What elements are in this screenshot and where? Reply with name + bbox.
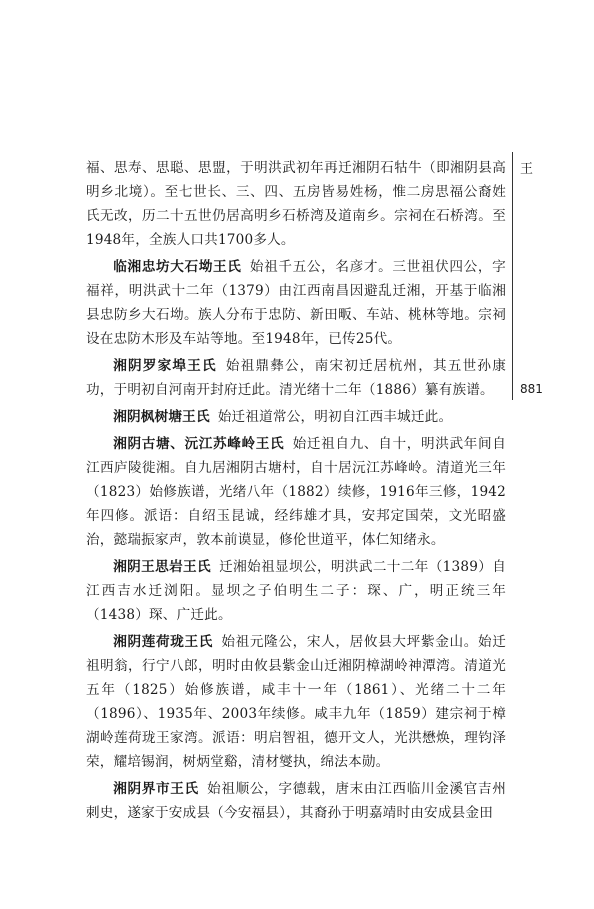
entry-heading: 湘阴莲荷珑王氏	[113, 634, 213, 650]
entry-heading: 湘阴枫树塘王氏	[113, 409, 210, 425]
entry-paragraph	[86, 354, 506, 402]
entry-text: 始祖千五公，名彦才。三世祖伏四公，字福祥，明洪武十二年（1379）由江西南昌因避乱迁湘，开基于临湘县忠防乡大石坳。族人分布于忠防、新田畈、车站、桃林等地。宗祠设在忠防木形及车站等地。至1948年，已传25代。	[86, 259, 506, 347]
entry-heading: 湘阴古塘、沅江苏峰岭王氏	[113, 436, 285, 452]
page-number: 881	[520, 382, 543, 396]
entry-text: 始迁祖自九、自十，明洪武年间自江西庐陵徙湘。自九居湘阴古塘村，自十居沅江苏峰岭。清道光三年（1823）始修族谱，光绪八年（1882）续修，1916年三修，1942年四修。派语：自绍玉昆诚，经纬雄才具，安邦定国荣，文光昭盛治，懿瑞振家声，敦本前谟显，修伦世道平，体仁知绪永。	[86, 436, 506, 548]
running-section-title: 王	[520, 162, 534, 177]
paragraph-continued	[86, 156, 506, 252]
entry-paragraph	[86, 255, 506, 351]
entry-paragraph	[86, 555, 506, 627]
paragraph-text: 福、思寿、思聪、思盟，于明洪武初年再迁湘阴石牯牛（即湘阴县高明乡北境）。至七世长、三、四、五房皆易姓杨，惟二房思福公裔姓氏无改，历二十五世仍居高明乡石桥湾及道南乡。宗祠在石桥湾。至1948年，全族人口共1700多人。	[86, 160, 506, 248]
entry-text: 始祖鼎彝公，南宋初迁居杭州，其五世孙康功，于明初自河南开封府迁此。清光绪十二年（1886）纂有族谱。	[86, 358, 506, 398]
entry-heading: 临湘忠坊大石坳王氏	[113, 259, 242, 275]
entry-paragraph	[86, 432, 506, 552]
entry-heading: 湘阴界市王氏	[113, 781, 199, 797]
entry-paragraph	[86, 405, 506, 429]
entry-heading: 湘阴罗家埠王氏	[113, 358, 217, 374]
entry-text: 始祖元隆公，宋人，居攸县大坪紫金山。始迁祖明翁，行宁八郎，明时由攸县紫金山迁湘阴樟湖岭神潭湾。清道光五年（1825）始修族谱，咸丰十一年（1861）、光绪二十二年（1896）、1935年、2003年续修。咸丰九年（1859）建宗祠于樟湖岭莲荷珑王家湾。派语：明启智祖，德开文人，光洪懋焕，理钧泽荣，耀培锡润，树炳堂谿，清材燮执，绵法本勋。	[86, 634, 506, 770]
entry-text: 始迁祖道常公，明初自江西丰城迁此。	[217, 409, 453, 425]
entry-paragraph	[86, 777, 506, 825]
margin-rule	[512, 152, 513, 400]
entry-paragraph	[86, 630, 506, 774]
body-text	[86, 156, 506, 828]
entry-text: 迁湘始祖显坝公，明洪武二十二年（1389）自江西吉水迁浏阳。显坝之子伯明生二子：琛、广，明正统三年（1438）琛、广迁此。	[86, 559, 506, 623]
entry-text: 始祖顺公，字德载，唐末由江西临川金溪官吉州刺史，遂家于安成县（今安福县），其裔孙于明嘉靖时由安成县金田	[86, 781, 506, 821]
entry-heading: 湘阴王思岩王氏	[113, 559, 211, 575]
